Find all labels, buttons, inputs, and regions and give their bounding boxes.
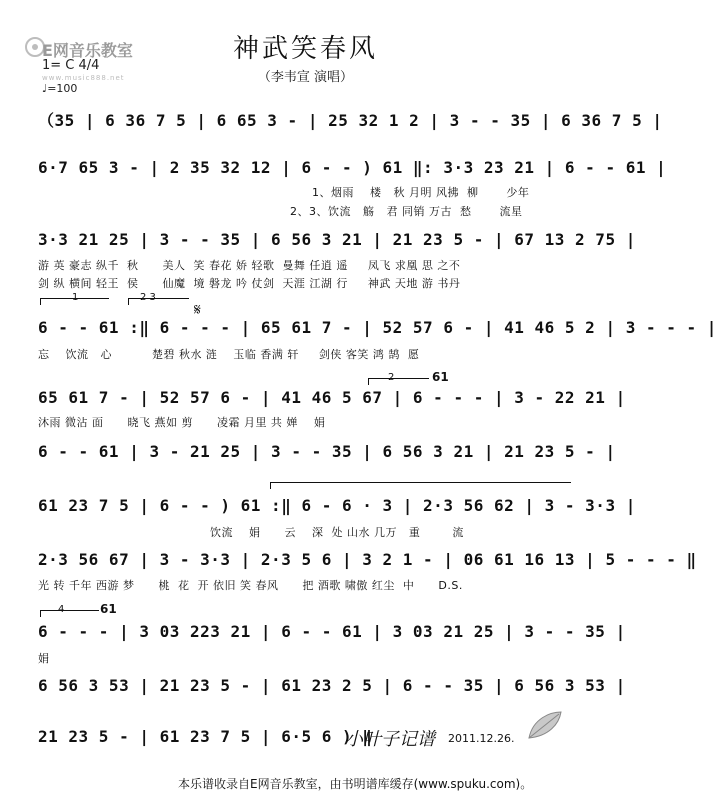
lyric-line-4: 剑 纵 横间 轻王 侯 仙魔 境 磐龙 吟 仗剑 天涯 江湖 行 神武 天地 游 书丹	[38, 277, 461, 290]
score-line-6: 6 - - 61 | 3 - 21 25 | 3 - - 35 | 6 56 3 21 | 21 23 5 - |	[38, 442, 616, 461]
lyric-line-8: 光 转 千年 西游 梦 桃 花 开 依旧 笑 春风 把 酒歌 啸傲 红尘 中 D.S.	[38, 579, 463, 592]
volta-bracket-2	[368, 378, 429, 385]
volta-label-2-3: 2 3	[140, 292, 156, 303]
volta-label-4: 4	[58, 604, 65, 615]
leaf-icon	[525, 708, 565, 742]
transcription-date: 2011.12.26.	[448, 732, 515, 745]
coda-note-a: 61	[432, 370, 449, 384]
transcriber-signature: 小叶子记谱	[345, 729, 435, 750]
volta-bracket-repeat	[270, 482, 571, 489]
lyric-line-5: 忘 饮流 心 楚碧 秋水 涟 玉临 香满 轩 剑侠 客笑 鸿 鹄 愿	[38, 348, 420, 361]
singer-credit: （李韦宣 演唱）	[257, 70, 354, 85]
lyric-line-9: 娟	[38, 652, 50, 665]
volta-label-1: 1	[72, 292, 79, 303]
key-signature: 1= C 4/4	[42, 58, 100, 73]
coda-note-b: 61	[100, 602, 117, 616]
source-footer: 本乐谱收录自E网音乐教室，由书明谱库缓存(www.spuku.com)。	[178, 777, 533, 791]
watermark-url: www.music888.net	[42, 74, 125, 82]
lyric-line-6: 沐雨 微沾 面 晓飞 燕如 剪 凌霜 月里 共 婵 娟	[38, 416, 326, 429]
tempo-marking: ♩=100	[42, 82, 78, 95]
score-line-11: 21 23 5 - | 61 23 7 5 | 6·5 6 ) ‖	[38, 727, 373, 746]
score-line-8: 2·3 56 67 | 3 - 3·3 | 2·3 5 6 | 3 2 1 - | 06 61 16 13 | 5 - - - ‖	[38, 550, 697, 569]
volta-bracket-2-3	[128, 298, 189, 305]
score-line-2: 6·7 65 3 - | 2 35 32 12 | 6 - - ) 61 ‖: 3·3 23 21 | 6 - - 61 |	[38, 158, 667, 177]
score-line-9: 6 - - - | 3 03 223 21 | 6 - - 61 | 3 03 21 25 | 3 - - 35 |	[38, 622, 626, 641]
volta-label-2: 2	[388, 372, 395, 383]
score-line-5: 65 61 7 - | 52 57 6 - | 41 46 5 67 | 6 - - - | 3 - 22 21 |	[38, 388, 626, 407]
score-line-1: （35 | 6 36 7 5 | 6 65 3 - | 25 32 1 2 | 3 - - 35 | 6 36 7 5 |	[38, 111, 663, 130]
volta-bracket-4	[40, 610, 99, 617]
lyric-line-3: 游 英 豪志 纵千 秋 美人 笑 春花 娇 轻歌 曼舞 任逍 遥 凤飞 求凰 思 之不	[38, 259, 461, 272]
score-line-3: 3·3 21 25 | 3 - - 35 | 6 56 3 21 | 21 23 5 - | 67 13 2 75 |	[38, 230, 636, 249]
song-title: 神武笑春风	[232, 34, 378, 64]
watermark-brand: E网音乐教室	[42, 41, 133, 60]
lyric-line-2: 2、3、饮流 觞 君 同销 万古 愁 流星	[290, 205, 523, 218]
score-line-7: 61 23 7 5 | 6 - - ) 61 :‖ 6 - 6 · 3 | 2·3 56 62 | 3 - 3·3 |	[38, 496, 636, 515]
score-line-4: 6 - - 61 :‖ 6 - - - | 65 61 7 - | 52 57 6 - | 41 46 5 2 | 3 - - - |	[38, 318, 717, 337]
score-line-10: 6 56 3 53 | 21 23 5 - | 61 23 2 5 | 6 - - 35 | 6 56 3 53 |	[38, 676, 626, 695]
segno-icon: 𝄋	[194, 300, 201, 319]
lyric-line-1: 1、烟雨 楼 秋 月明 风拂 柳 少年	[312, 186, 530, 199]
lyric-line-7: 饮流 娟 云 深 处 山水 几万 重 流	[210, 526, 464, 539]
